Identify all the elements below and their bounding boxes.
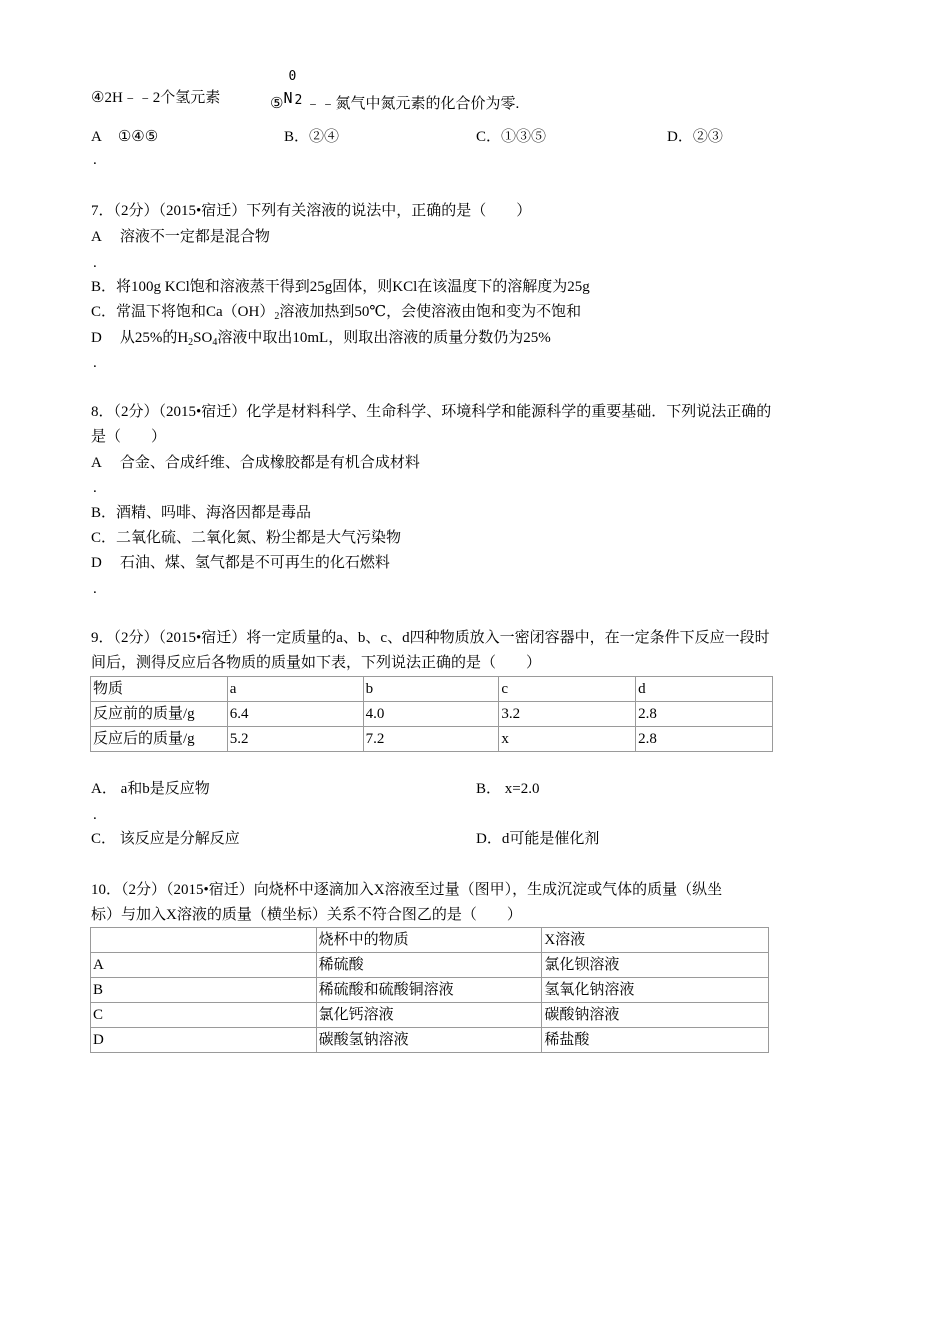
dot: . xyxy=(93,480,97,496)
table-cell: 反应前的质量/g xyxy=(91,702,228,727)
table-cell: C xyxy=(91,1003,317,1028)
q8-option-d-label: D xyxy=(91,555,102,571)
table-cell: 氢氧化钠溶液 xyxy=(542,978,769,1003)
q7-option-b: B．将100g KCl饱和溶液蒸干得到25g固体，则KCl在该温度下的溶解度为25g xyxy=(91,279,590,295)
table-cell: 5.2 xyxy=(227,727,363,752)
q9-data-table xyxy=(90,676,773,752)
q7-option-c-pre: C．常温下将饱和Ca（OH） xyxy=(91,304,275,320)
table-cell xyxy=(91,928,317,953)
dot: . xyxy=(93,255,97,271)
q8-option-d xyxy=(91,553,390,573)
table-cell: 稀盐酸 xyxy=(542,1028,769,1053)
table-cell: d xyxy=(636,677,773,702)
q7-stem: 7．（2分）（2015•宿迁）下列有关溶液的说法中，正确的是（ ） xyxy=(91,203,532,219)
q10-stem-line2: 标）与加入X溶液的质量（横坐标）关系不符合图乙的是（ ） xyxy=(91,907,522,923)
q7-option-d-label: D xyxy=(91,330,102,346)
q10-stem-line1: 10．（2分）（2015•宿迁）向烧杯中逐滴加入X溶液至过量（图甲），生成沉淀或气体的质量（纵坐 xyxy=(91,882,723,898)
subscript: 2 xyxy=(294,93,303,108)
q6-option-a-text: ①④⑤ xyxy=(117,129,159,145)
table-cell: a xyxy=(227,677,363,702)
table-row xyxy=(91,953,769,978)
table-cell: 7.2 xyxy=(363,727,499,752)
q6-option-c-text: ①③⑤ xyxy=(501,129,547,145)
q7-option-c xyxy=(91,302,581,322)
q6-option-b xyxy=(284,127,339,147)
table-cell: 3.2 xyxy=(499,702,636,727)
option-5-prefix: ⑤ xyxy=(270,96,284,112)
q7-option-d-mid: SO xyxy=(193,330,213,346)
nitrogen-formula xyxy=(283,69,303,108)
table-cell: 稀硫酸和硫酸铜溶液 xyxy=(316,978,542,1003)
q7-option-d-pre: 从25%的H xyxy=(119,330,189,346)
q9-option-c: C． 该反应是分解反应 xyxy=(91,831,240,847)
q9-option-b: B． x=2.0 xyxy=(476,781,540,797)
table-cell: B xyxy=(91,978,317,1003)
q6-option-c-label: C． xyxy=(476,129,502,145)
q8-option-a-text: 合金、合成纤维、合成橡胶都是有机合成材料 xyxy=(119,455,420,471)
table-row xyxy=(91,978,769,1003)
q7-option-d xyxy=(91,328,551,348)
q6-option-d-label: D． xyxy=(667,129,693,145)
q9-option-a: A． a和b是反应物 xyxy=(91,781,210,797)
q6-option-a xyxy=(91,127,158,147)
option-4-text: ④2H﹣﹣2个氢元素 xyxy=(91,90,221,106)
q9-option-d: D．d可能是催化剂 xyxy=(476,831,600,847)
table-cell: 稀硫酸 xyxy=(316,953,542,978)
q7-option-a-text: 溶液不一定都是混合物 xyxy=(119,229,270,245)
table-row xyxy=(91,677,773,702)
subscript: 2 xyxy=(274,311,280,322)
q8-option-b: B．酒精、吗啡、海洛因都是毒品 xyxy=(91,505,312,521)
q7-option-c-post: 溶液加热到50℃，会使溶液由饱和变为不饱和 xyxy=(279,304,582,320)
table-cell: 氯化钡溶液 xyxy=(542,953,769,978)
table-cell: 反应后的质量/g xyxy=(91,727,228,752)
q6-option-a-label: A xyxy=(91,129,102,145)
table-row xyxy=(91,702,773,727)
table-row xyxy=(91,1028,769,1053)
table-cell: A xyxy=(91,953,317,978)
table-cell: 物质 xyxy=(91,677,228,702)
dot: . xyxy=(93,152,97,168)
table-row xyxy=(91,1003,769,1028)
table-cell: b xyxy=(363,677,499,702)
table-cell: 烧杯中的物质 xyxy=(316,928,542,953)
element-symbol: N xyxy=(283,89,293,107)
q8-option-a-label: A xyxy=(91,455,102,471)
q8-stem-line1: 8．（2分）（2015•宿迁）化学是材料科学、生命科学、环境科学和能源科学的重要基础．下列说法正确的 xyxy=(91,404,772,420)
dot: . xyxy=(93,355,97,371)
q7-option-d-post: 溶液中取出10mL，则取出溶液的质量分数仍为25% xyxy=(217,330,551,346)
table-cell: 碳酸钠溶液 xyxy=(542,1003,769,1028)
q7-option-a xyxy=(91,227,270,247)
option-5 xyxy=(270,69,520,114)
table-row xyxy=(91,928,769,953)
table-cell: X溶液 xyxy=(542,928,769,953)
table-cell: 2.8 xyxy=(636,702,773,727)
table-cell: 4.0 xyxy=(363,702,499,727)
table-cell: 碳酸氢钠溶液 xyxy=(316,1028,542,1053)
table-cell: D xyxy=(91,1028,317,1053)
q6-option-d xyxy=(667,127,723,147)
subscript: 2 xyxy=(188,337,194,348)
table-cell: 6.4 xyxy=(227,702,363,727)
q6-option-d-text: ②③ xyxy=(692,129,723,145)
subscript: 4 xyxy=(212,337,218,348)
q8-option-a xyxy=(91,453,420,473)
q8-option-c: C．二氧化硫、二氧化氮、粉尘都是大气污染物 xyxy=(91,530,402,546)
q6-option-c xyxy=(476,127,546,147)
q9-stem-line1: 9．（2分）（2015•宿迁）将一定质量的a、b、c、d四种物质放入一密闭容器中，在一定条件下反应一段时 xyxy=(91,630,770,646)
q8-option-d-text: 石油、煤、氢气都是不可再生的化石燃料 xyxy=(119,555,390,571)
table-cell: 2.8 xyxy=(636,727,773,752)
dot: . xyxy=(93,581,97,597)
q8-stem-line2: 是（ ） xyxy=(91,429,167,445)
table-cell: c xyxy=(499,677,636,702)
dot: . xyxy=(93,807,97,823)
valence-zero: 0 xyxy=(288,69,297,84)
q6-option-b-text: ②④ xyxy=(309,129,340,145)
q7-option-a-label: A xyxy=(91,229,102,245)
table-cell: 氯化钙溶液 xyxy=(316,1003,542,1028)
option-5-text: ﹣﹣氮气中氮元素的化合价为零. xyxy=(305,96,520,112)
q10-options-table xyxy=(90,927,769,1053)
q6-option-b-label: B． xyxy=(284,129,310,145)
table-row xyxy=(91,727,773,752)
q9-stem-line2: 间后，测得反应后各物质的质量如下表，下列说法正确的是（ ） xyxy=(91,655,542,671)
table-cell: x xyxy=(499,727,636,752)
